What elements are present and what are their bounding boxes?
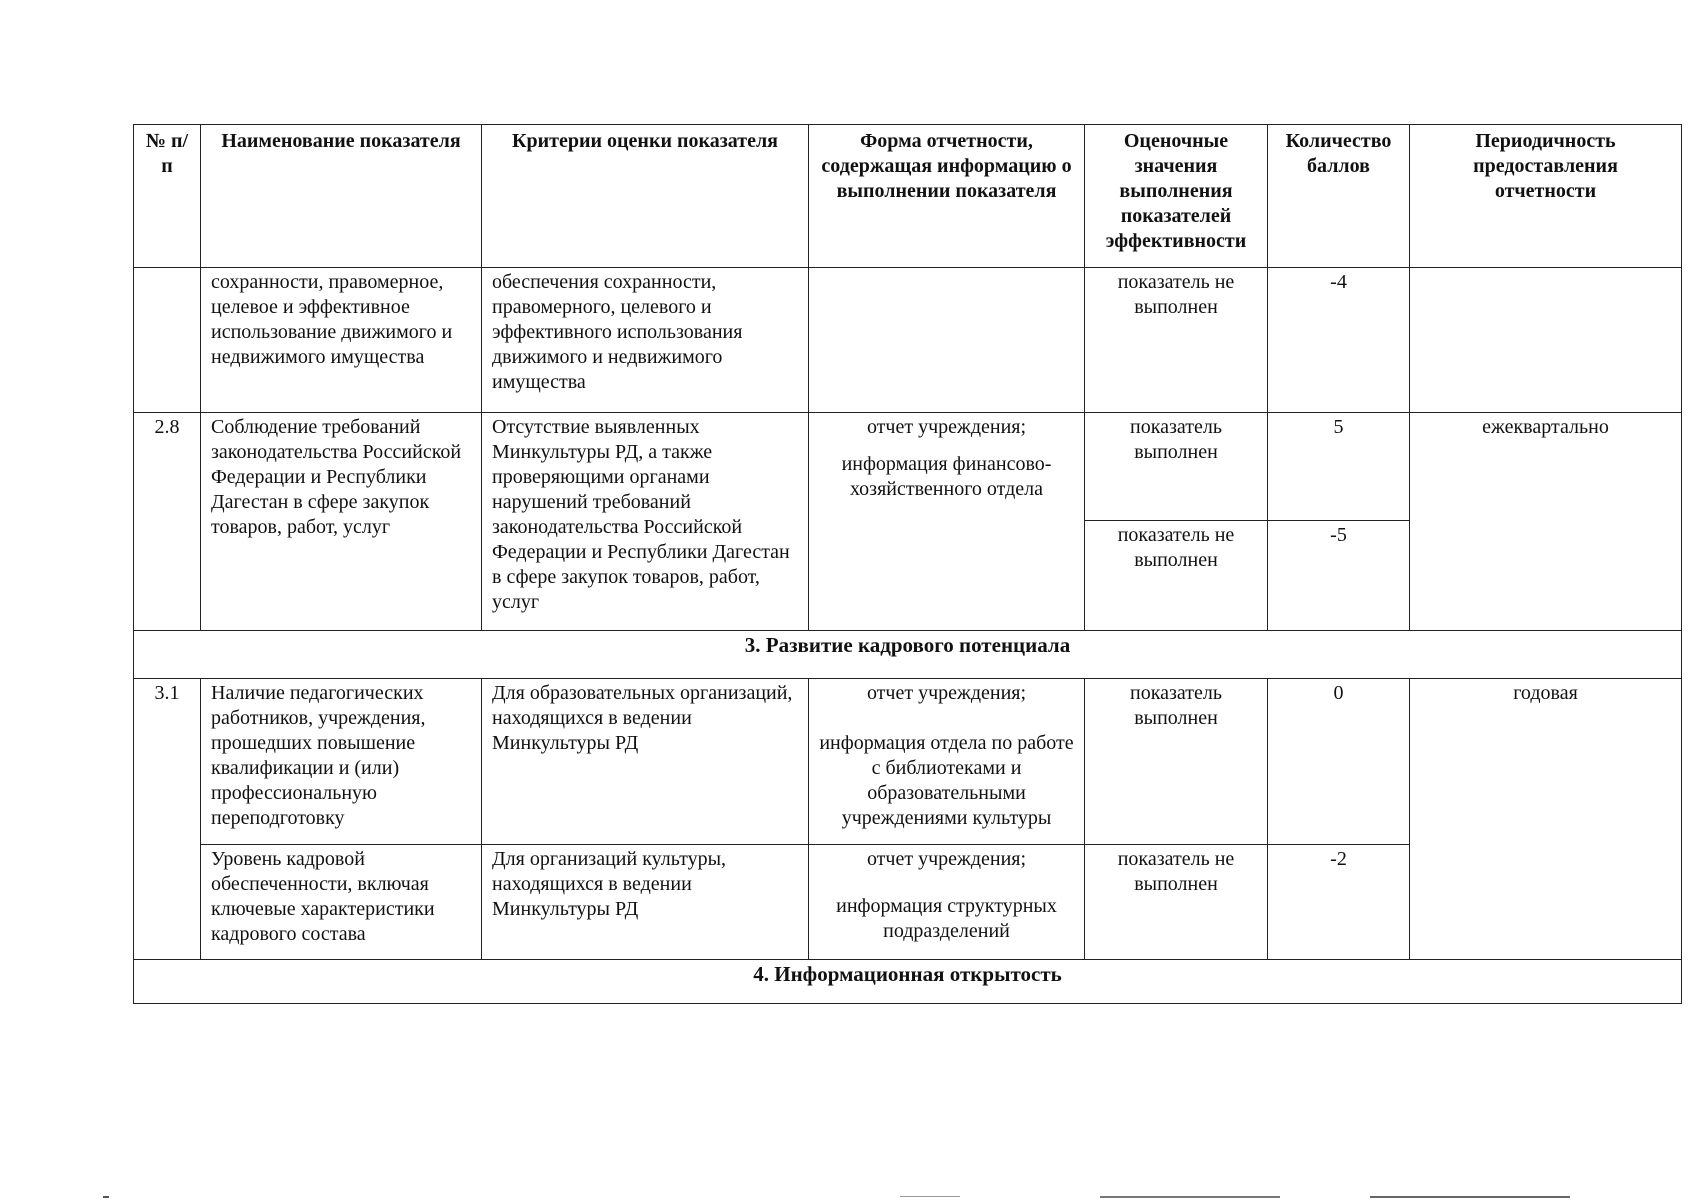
header-criteria: Критерии оценки показателя	[482, 125, 809, 268]
header-values: Оценочные значения выполнения показателей эффективности	[1085, 125, 1268, 268]
section-title: 3. Развитие кадрового потенциала	[134, 631, 1682, 679]
section-title: 4. Информационная открытость	[134, 960, 1682, 1004]
report-period: годовая	[1410, 679, 1682, 960]
row-num: 3.1	[134, 679, 201, 960]
section-row	[134, 960, 1682, 1004]
evaluation-value: показатель выполнен	[1085, 679, 1268, 845]
report-form	[809, 413, 1085, 631]
report-form	[809, 268, 1085, 413]
table-row	[134, 679, 1682, 845]
report-form	[809, 845, 1085, 960]
points-value: 5	[1268, 413, 1410, 521]
points-value: -2	[1268, 845, 1410, 960]
report-form-line1: отчет учреждения;	[866, 848, 1027, 870]
row-num: 2.8	[134, 413, 201, 631]
indicator-name: Соблюдение требований законодательства Российской Федерации и Республики Дагестан в сфере закупок товаров, работ, услуг	[201, 413, 482, 631]
header-name: Наименование показателя	[201, 125, 482, 268]
indicators-table	[133, 124, 1682, 1004]
header-period: Периодичность предоставления отчетности	[1410, 125, 1682, 268]
indicator-name: сохранности, правомерное, целевое и эффективное использование движимого и недвижимого имущества	[201, 268, 482, 413]
indicator-name: Наличие педагогических работников, учреждения, прошедших повышение квалификации и (или) профессиональную переподготовку	[201, 679, 482, 845]
report-form-line2: информация отдела по работе с библиотеками и образовательными учреждениями культуры	[819, 732, 1074, 829]
evaluation-value: показатель не выполнен	[1085, 521, 1268, 631]
header-num: № п/п	[134, 125, 201, 268]
points-value: -5	[1268, 521, 1410, 631]
header-points: Количество баллов	[1268, 125, 1410, 268]
report-form-line2: информация финансово-хозяйственного отдела	[841, 453, 1052, 500]
evaluation-value: показатель не выполнен	[1085, 268, 1268, 413]
points-value: -4	[1268, 268, 1410, 413]
points-value: 0	[1268, 679, 1410, 845]
scan-artifact	[1370, 1196, 1570, 1198]
scan-artifact	[103, 1196, 109, 1198]
header-form: Форма отчетности, содержащая информацию о выполнении показателя	[809, 125, 1085, 268]
table-row	[134, 413, 1682, 521]
row-num	[134, 268, 201, 413]
evaluation-value: показатель выполнен	[1085, 413, 1268, 521]
table-row	[134, 268, 1682, 413]
section-row	[134, 631, 1682, 679]
report-form-line1: отчет учреждения;	[866, 682, 1027, 704]
indicator-criteria: Для образовательных организаций, находящихся в ведении Минкультуры РД	[482, 679, 809, 845]
header-row	[134, 125, 1682, 268]
report-form	[809, 679, 1085, 845]
scan-artifact	[900, 1196, 960, 1197]
evaluation-value: показатель не выполнен	[1085, 845, 1268, 960]
report-period	[1410, 268, 1682, 413]
report-period: ежеквартально	[1410, 413, 1682, 631]
scan-artifact	[1100, 1196, 1280, 1198]
report-form-line2: информация структурных подразделений	[836, 895, 1057, 942]
indicator-name: Уровень кадровой обеспеченности, включая ключевые характеристики кадрового состава	[201, 845, 482, 960]
indicator-criteria: обеспечения сохранности, правомерного, целевого и эффективного использования движимого и недвижимого имущества	[482, 268, 809, 413]
indicator-criteria: Отсутствие выявленных Минкультуры РД, а также проверяющими органами нарушений требований законодательства Российской Федерации и Республики Дагестан в сфере закупок товаров, работ, услуг	[482, 413, 809, 631]
indicator-criteria: Для организаций культуры, находящихся в ведении Минкультуры РД	[482, 845, 809, 960]
report-form-line1: отчет учреждения;	[866, 416, 1027, 438]
